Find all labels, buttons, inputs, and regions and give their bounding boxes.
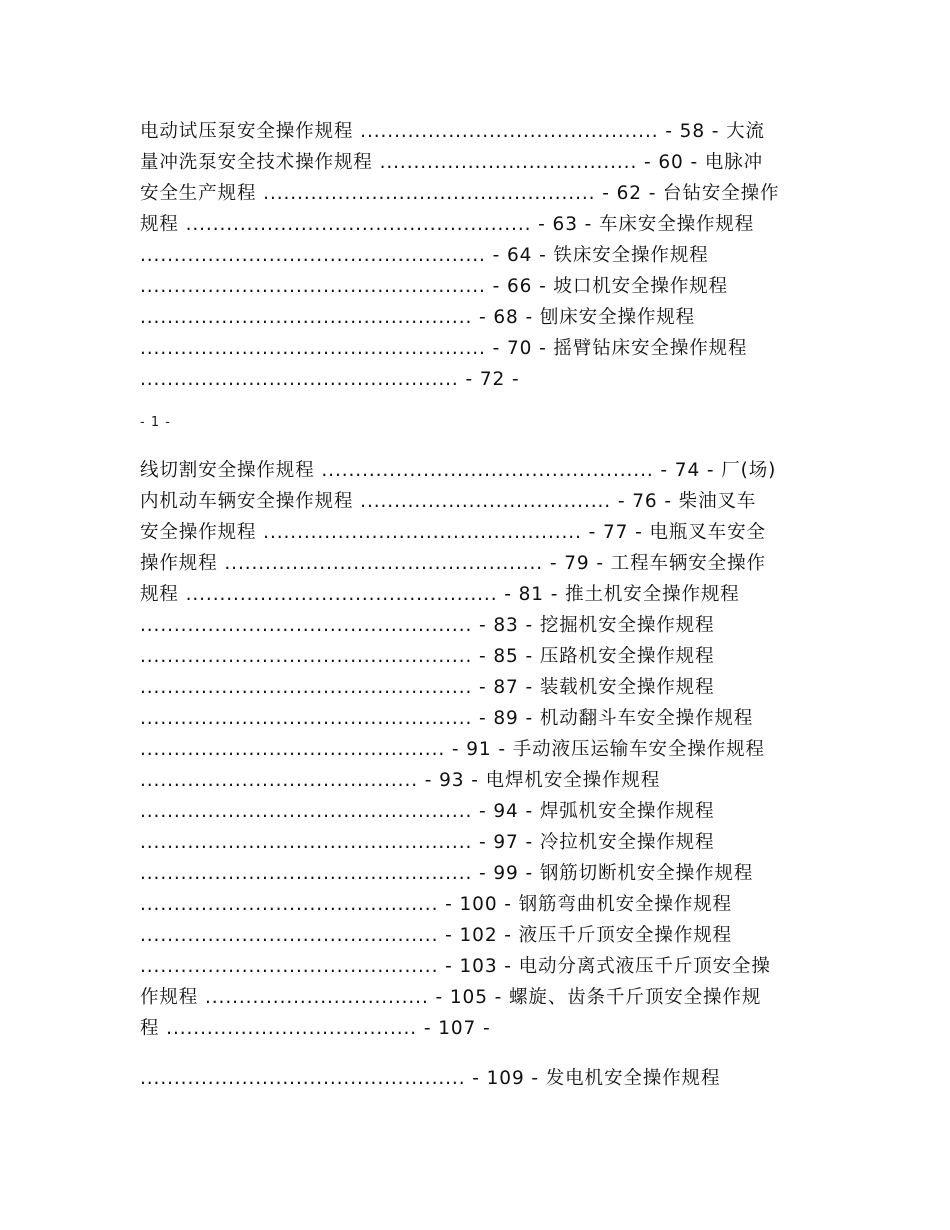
toc-section-3 <box>140 1063 820 1094</box>
toc-line: 线切割安全操作规程 ................................................. - 74 - 厂(场) <box>140 460 777 481</box>
toc-line: ............................................. - 91 - 手动液压运输车安全操作规程 <box>140 739 765 760</box>
toc-line: 操作规程 ............................................... - 79 - 工程车辆安全操作 <box>140 553 766 574</box>
toc-line: ................................................... - 70 - 摇臂钻床安全操作规程 <box>140 338 748 359</box>
toc-line: ................................................. - 99 - 钢筋切断机安全操作规程 <box>140 863 754 884</box>
toc-line: ................................................. - 97 - 冷拉机安全操作规程 <box>140 832 715 853</box>
toc-line: 量冲洗泵安全技术操作规程 ...................................... - 60 - 电脉冲 <box>140 152 764 173</box>
toc-section-2 <box>140 455 820 1044</box>
toc-line: ................................................. - 85 - 压路机安全操作规程 <box>140 646 715 667</box>
toc-line: ................................................. - 83 - 挖掘机安全操作规程 <box>140 615 715 636</box>
toc-line: 作规程 ................................. - 105 - 螺旋、齿条千斤顶安全操作规 <box>140 987 762 1008</box>
toc-line: 安全生产规程 ................................................. - 62 - 台钻安全操作 <box>140 183 780 204</box>
toc-line: ................................................. - 94 - 焊弧机安全操作规程 <box>140 801 715 822</box>
toc-line: ......................................... - 93 - 电焊机安全操作规程 <box>140 770 661 791</box>
toc-line: ................................................. - 89 - 机动翻斗车安全操作规程 <box>140 708 754 729</box>
toc-line: ............................................... - 72 - <box>140 369 520 390</box>
toc-line: ................................................. - 68 - 刨床安全操作规程 <box>140 307 696 328</box>
toc-line: 程 ..................................... - 107 - <box>140 1018 491 1039</box>
toc-line: 内机动车辆安全操作规程 ..................................... - 76 - 柴油叉车 <box>140 491 757 512</box>
toc-section-1 <box>140 116 820 395</box>
toc-line: ............................................ - 103 - 电动分离式液压千斤顶安全操 <box>140 956 771 977</box>
toc-line: ................................................... - 64 - 铁床安全操作规程 <box>140 245 709 266</box>
toc-line: ............................................ - 100 - 钢筋弯曲机安全操作规程 <box>140 894 733 915</box>
toc-line: ................................................... - 66 - 坡口机安全操作规程 <box>140 276 729 297</box>
toc-line: 安全操作规程 ............................................... - 77 - 电瓶叉车安全 <box>140 522 766 543</box>
toc-line: 规程 ................................................... - 63 - 车床安全操作规程 <box>140 214 755 235</box>
page-number: - 1 - <box>140 415 171 430</box>
toc-line: 规程 .............................................. - 81 - 推土机安全操作规程 <box>140 584 740 605</box>
toc-line: ............................................ - 102 - 液压千斤顶安全操作规程 <box>140 925 733 946</box>
toc-line: ................................................. - 87 - 装载机安全操作规程 <box>140 677 715 698</box>
toc-line: 电动试压泵安全操作规程 ............................................ - 58 - 大流 <box>140 121 765 142</box>
toc-line: ................................................ - 109 - 发电机安全操作规程 <box>140 1068 721 1089</box>
